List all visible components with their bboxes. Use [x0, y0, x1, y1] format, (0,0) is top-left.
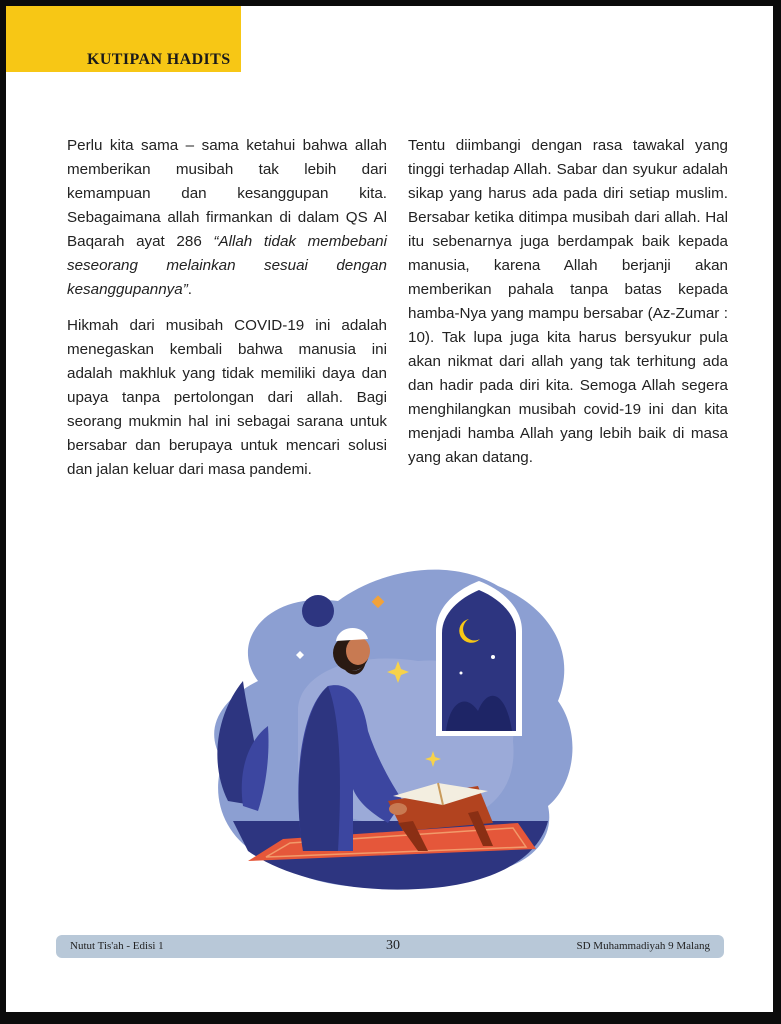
section-header-band: [6, 6, 241, 72]
man-reading-quran-icon: [188, 561, 588, 896]
left-paragraph-1: [67, 134, 387, 302]
left-paragraph-2: Hikmah dari musibah COVID-19 ini adalah menegaskan kembali bahwa manusia ini adalah makhluk yang tidak memiliki daya dan upaya tanpa pertolongan dari allah. Bagi seorang mukmin hal ini sebagai sarana untuk bersabar dan berupaya untuk mencari solusi dan jalan keluar dari masa pandemi.: [67, 317, 387, 478]
school-name: SD Muhammadiyah 9 Malang: [576, 940, 710, 952]
publication-name: Nutut Tis'ah - Edisi 1: [70, 940, 164, 952]
planet-icon: [302, 595, 334, 627]
magazine-page: [6, 6, 773, 1012]
left-text-column: [67, 134, 387, 494]
right-paragraph-1: Tentu diimbangi dengan rasa tawakal yang tinggi terhadap Allah. Sabar dan syukur adalah sikap yang harus ada pada diri setiap muslim. Bersabar ketika ditimpa musibah dari allah. Hal itu sebenarnya juga berdampak baik kepada manusia, karena Allah berjanji akan memberikan pahala tanpa batas kepada hamba-Nya yang mampu bersabar (Az-Zumar : 10). Tak lupa juga kita harus bersyukur pula akan nikmat dari allah yang tak terhitung ada dan hadir pada diri kita. Semoga Allah segera menghilangkan musibah covid-19 ini dan kita menjadi hamba Allah yang lebih baik di masa yang akan datang.: [408, 137, 728, 466]
page-number: 30: [386, 938, 400, 953]
quran-quote: “Allah tidak membebani seseorang melainkan sesuai dengan kesanggupannya”: [67, 233, 387, 298]
right-text-column: [408, 134, 728, 482]
left-paragraph-1-end: .: [187, 281, 192, 298]
section-title: KUTIPAN HADITS: [87, 51, 231, 68]
page-footer: [56, 935, 724, 958]
left-paragraph-1-intro: Perlu kita sama – sama ketahui bahwa allah memberikan musibah tak lebih dari kemampuan dan kesanggupan kita. Sebagaimana allah firmankan di dalam QS Al Baqarah ayat 286: [67, 137, 387, 250]
